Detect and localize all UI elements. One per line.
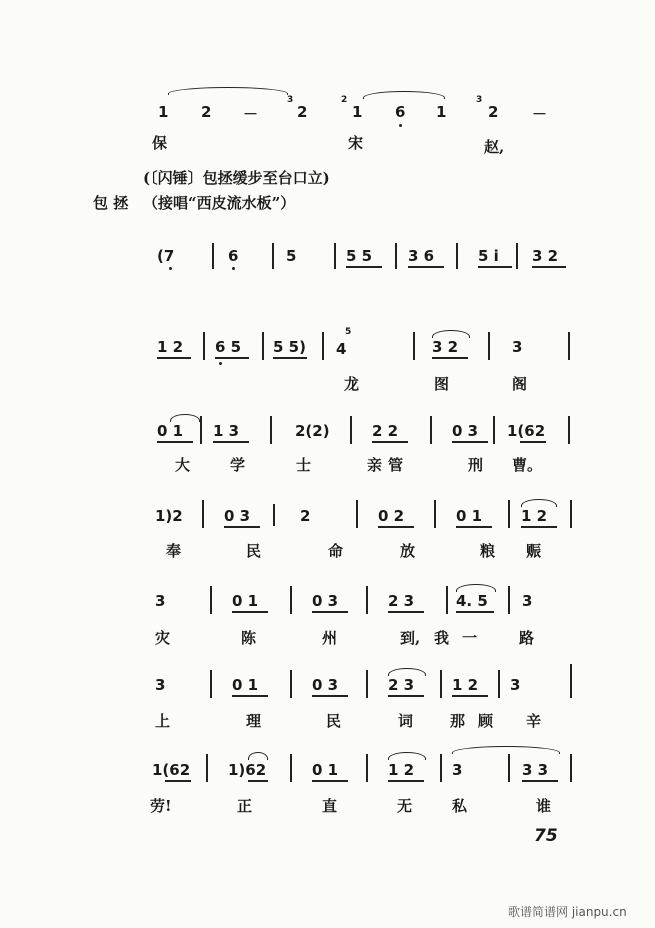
lyric: 大 — [175, 456, 191, 474]
note: 1(62 — [152, 761, 191, 779]
barline — [350, 416, 352, 444]
underline — [408, 266, 444, 268]
lyric: 理 — [246, 712, 262, 730]
slur — [388, 752, 426, 760]
barline — [570, 664, 572, 698]
note: 1)2 — [155, 507, 183, 525]
watermark: 歌谱简谱网 jianpu.cn — [508, 905, 627, 919]
barline — [262, 332, 264, 360]
barline — [570, 500, 572, 528]
underline — [312, 780, 348, 782]
lyric: 图 — [434, 375, 450, 393]
slur — [521, 499, 557, 507]
note: 1 — [158, 103, 169, 121]
lyric: 龙 — [344, 375, 360, 393]
slur — [432, 330, 470, 338]
lyric: 士 — [296, 456, 312, 474]
lyric: 到, — [400, 629, 421, 647]
lyric: 我 — [434, 629, 450, 647]
note: 2 — [300, 507, 311, 525]
barline — [508, 754, 510, 782]
underline — [157, 441, 193, 443]
note: 0 1 — [456, 507, 483, 525]
barline — [488, 332, 490, 360]
slur — [363, 91, 445, 99]
barline — [508, 586, 510, 614]
note: 2 — [297, 103, 308, 121]
note: 3 2 — [532, 247, 559, 265]
note: (7 — [157, 247, 175, 265]
barline — [434, 500, 436, 528]
underline — [388, 780, 424, 782]
grace-note: 3 — [287, 95, 294, 105]
lyric: 正 — [237, 797, 253, 815]
lyric: 命 — [328, 542, 344, 560]
note: 1 — [352, 103, 363, 121]
note: 3 6 — [408, 247, 435, 265]
barline — [203, 332, 205, 360]
barline — [508, 500, 510, 528]
note: 1 2 — [157, 338, 184, 356]
barline — [570, 754, 572, 782]
underline — [432, 357, 468, 359]
underline — [388, 695, 424, 697]
underline — [312, 611, 348, 613]
note: 1 2 — [452, 676, 479, 694]
note: 2 — [488, 103, 499, 121]
note: 1 3 — [213, 422, 240, 440]
note: 1(62 — [507, 422, 546, 440]
grace-note: 2 — [341, 95, 348, 105]
note: 3 — [522, 592, 533, 610]
barline — [334, 243, 336, 269]
low-dot — [219, 362, 222, 365]
singing-direction: （接唱“西皮流水板”） — [143, 194, 296, 212]
grace-note: 5 — [345, 327, 352, 337]
note: 1 2 — [521, 507, 548, 525]
barline — [440, 670, 442, 698]
note: 3 — [452, 761, 463, 779]
lyric: 刑 — [468, 456, 484, 474]
note: 0 3 — [312, 592, 339, 610]
low-dot — [169, 267, 172, 270]
lyric: 辛 — [526, 712, 542, 730]
lyric: 曹。 — [512, 456, 543, 474]
note: 0 1 — [312, 761, 339, 779]
underline — [372, 441, 408, 443]
underline — [456, 526, 492, 528]
barline — [395, 243, 397, 269]
note: 0 1 — [232, 676, 259, 694]
underline — [522, 780, 558, 782]
lyric: 谁 — [536, 797, 552, 815]
lyric: 州 — [322, 629, 338, 647]
barline — [212, 243, 214, 269]
barline — [366, 754, 368, 782]
note: 3 2 — [432, 338, 459, 356]
underline — [378, 526, 414, 528]
barline — [210, 670, 212, 698]
note: 2(2) — [295, 422, 330, 440]
note: 6 — [395, 103, 406, 121]
underline — [346, 266, 382, 268]
note: 0 1 — [157, 422, 184, 440]
note: － — [532, 105, 548, 123]
barline — [322, 332, 324, 360]
note: 0 3 — [312, 676, 339, 694]
lyric: 上 — [155, 712, 171, 730]
underline — [232, 695, 268, 697]
underline — [478, 266, 512, 268]
lyric: 顾 — [478, 712, 494, 730]
barline — [440, 754, 442, 782]
barline — [202, 500, 204, 528]
lyric: 粮 — [480, 542, 496, 560]
lyric: 宋 — [348, 134, 364, 152]
lyric: 陈 — [241, 629, 257, 647]
barline — [290, 670, 292, 698]
role-name: 包 拯 — [93, 194, 129, 212]
note: 6 — [228, 247, 239, 265]
lyric: 无 — [397, 797, 413, 815]
barline — [366, 670, 368, 698]
barline — [456, 243, 458, 269]
lyric: 放 — [400, 542, 416, 560]
underline — [232, 611, 268, 613]
barline — [516, 243, 518, 269]
stage-direction: (〔闪锤〕包拯缓步至台口立) — [143, 169, 330, 187]
note: 4 — [336, 340, 347, 358]
lyric: 学 — [230, 456, 246, 474]
note: 5 5) — [273, 338, 306, 356]
note: 4. 5 — [456, 592, 488, 610]
barline — [498, 670, 500, 698]
barline — [446, 586, 448, 614]
lyric: 民 — [246, 542, 262, 560]
note: 1 — [436, 103, 447, 121]
underline — [213, 441, 249, 443]
underline — [532, 266, 566, 268]
underline — [452, 695, 488, 697]
low-dot — [399, 124, 402, 127]
underline — [273, 357, 307, 359]
lyric: 一 — [462, 629, 478, 647]
underline — [388, 611, 424, 613]
underline — [312, 695, 348, 697]
underline — [215, 357, 249, 359]
lyric: 亲 — [367, 456, 383, 474]
barline — [210, 586, 212, 614]
slur — [452, 746, 560, 754]
barline — [290, 586, 292, 614]
note: 5 i — [478, 247, 499, 265]
underline — [520, 441, 546, 443]
underline — [248, 780, 268, 782]
lyric: 赈 — [526, 542, 542, 560]
barline — [273, 504, 275, 526]
note: 3 — [512, 338, 523, 356]
note: 5 5 — [346, 247, 373, 265]
lyric: 路 — [519, 629, 535, 647]
lyric: 管 — [388, 456, 404, 474]
note: 0 1 — [232, 592, 259, 610]
note: 3 3 — [522, 761, 549, 779]
note: 0 2 — [378, 507, 405, 525]
underline — [157, 357, 191, 359]
underline — [452, 441, 488, 443]
note: 2 2 — [372, 422, 399, 440]
lyric: 保 — [152, 134, 168, 152]
lyric: 私 — [452, 797, 468, 815]
lyric: 那 — [450, 712, 466, 730]
note: 5 — [286, 247, 297, 265]
note: 0 3 — [224, 507, 251, 525]
note: 2 — [201, 103, 212, 121]
lyric: 词 — [398, 712, 414, 730]
slur — [248, 752, 268, 760]
underline — [224, 526, 260, 528]
barline — [366, 586, 368, 614]
underline — [165, 780, 191, 782]
slur — [168, 87, 288, 95]
note: 3 — [155, 592, 166, 610]
barline — [206, 754, 208, 782]
slur — [456, 584, 496, 592]
barline — [356, 500, 358, 528]
barline — [568, 416, 570, 444]
low-dot — [232, 267, 235, 270]
lyric: 阁 — [512, 375, 528, 393]
barline — [290, 754, 292, 782]
lyric: 灾 — [155, 629, 171, 647]
barline — [568, 332, 570, 360]
note: 2 3 — [388, 592, 415, 610]
slur — [388, 668, 426, 676]
lyric: 奉 — [166, 542, 182, 560]
lyric: 民 — [326, 712, 342, 730]
note: － — [243, 105, 259, 123]
barline — [272, 243, 274, 269]
barline — [413, 332, 415, 360]
note: 1)62 — [228, 761, 267, 779]
lyric: 直 — [322, 797, 338, 815]
barline — [430, 416, 432, 444]
barline — [200, 416, 202, 444]
lyric: 劳! — [150, 797, 172, 815]
note: 2 3 — [388, 676, 415, 694]
barline — [270, 416, 272, 444]
note: 0 3 — [452, 422, 479, 440]
lyric: 赵, — [484, 138, 505, 156]
grace-note: 3 — [476, 95, 483, 105]
note: 3 — [510, 676, 521, 694]
note: 1 2 — [388, 761, 415, 779]
note: 3 — [155, 676, 166, 694]
barline — [493, 416, 495, 444]
underline — [456, 611, 494, 613]
underline — [521, 526, 557, 528]
page-number: 75 — [534, 826, 558, 846]
note: 6 5 — [215, 338, 242, 356]
slur — [170, 414, 200, 422]
